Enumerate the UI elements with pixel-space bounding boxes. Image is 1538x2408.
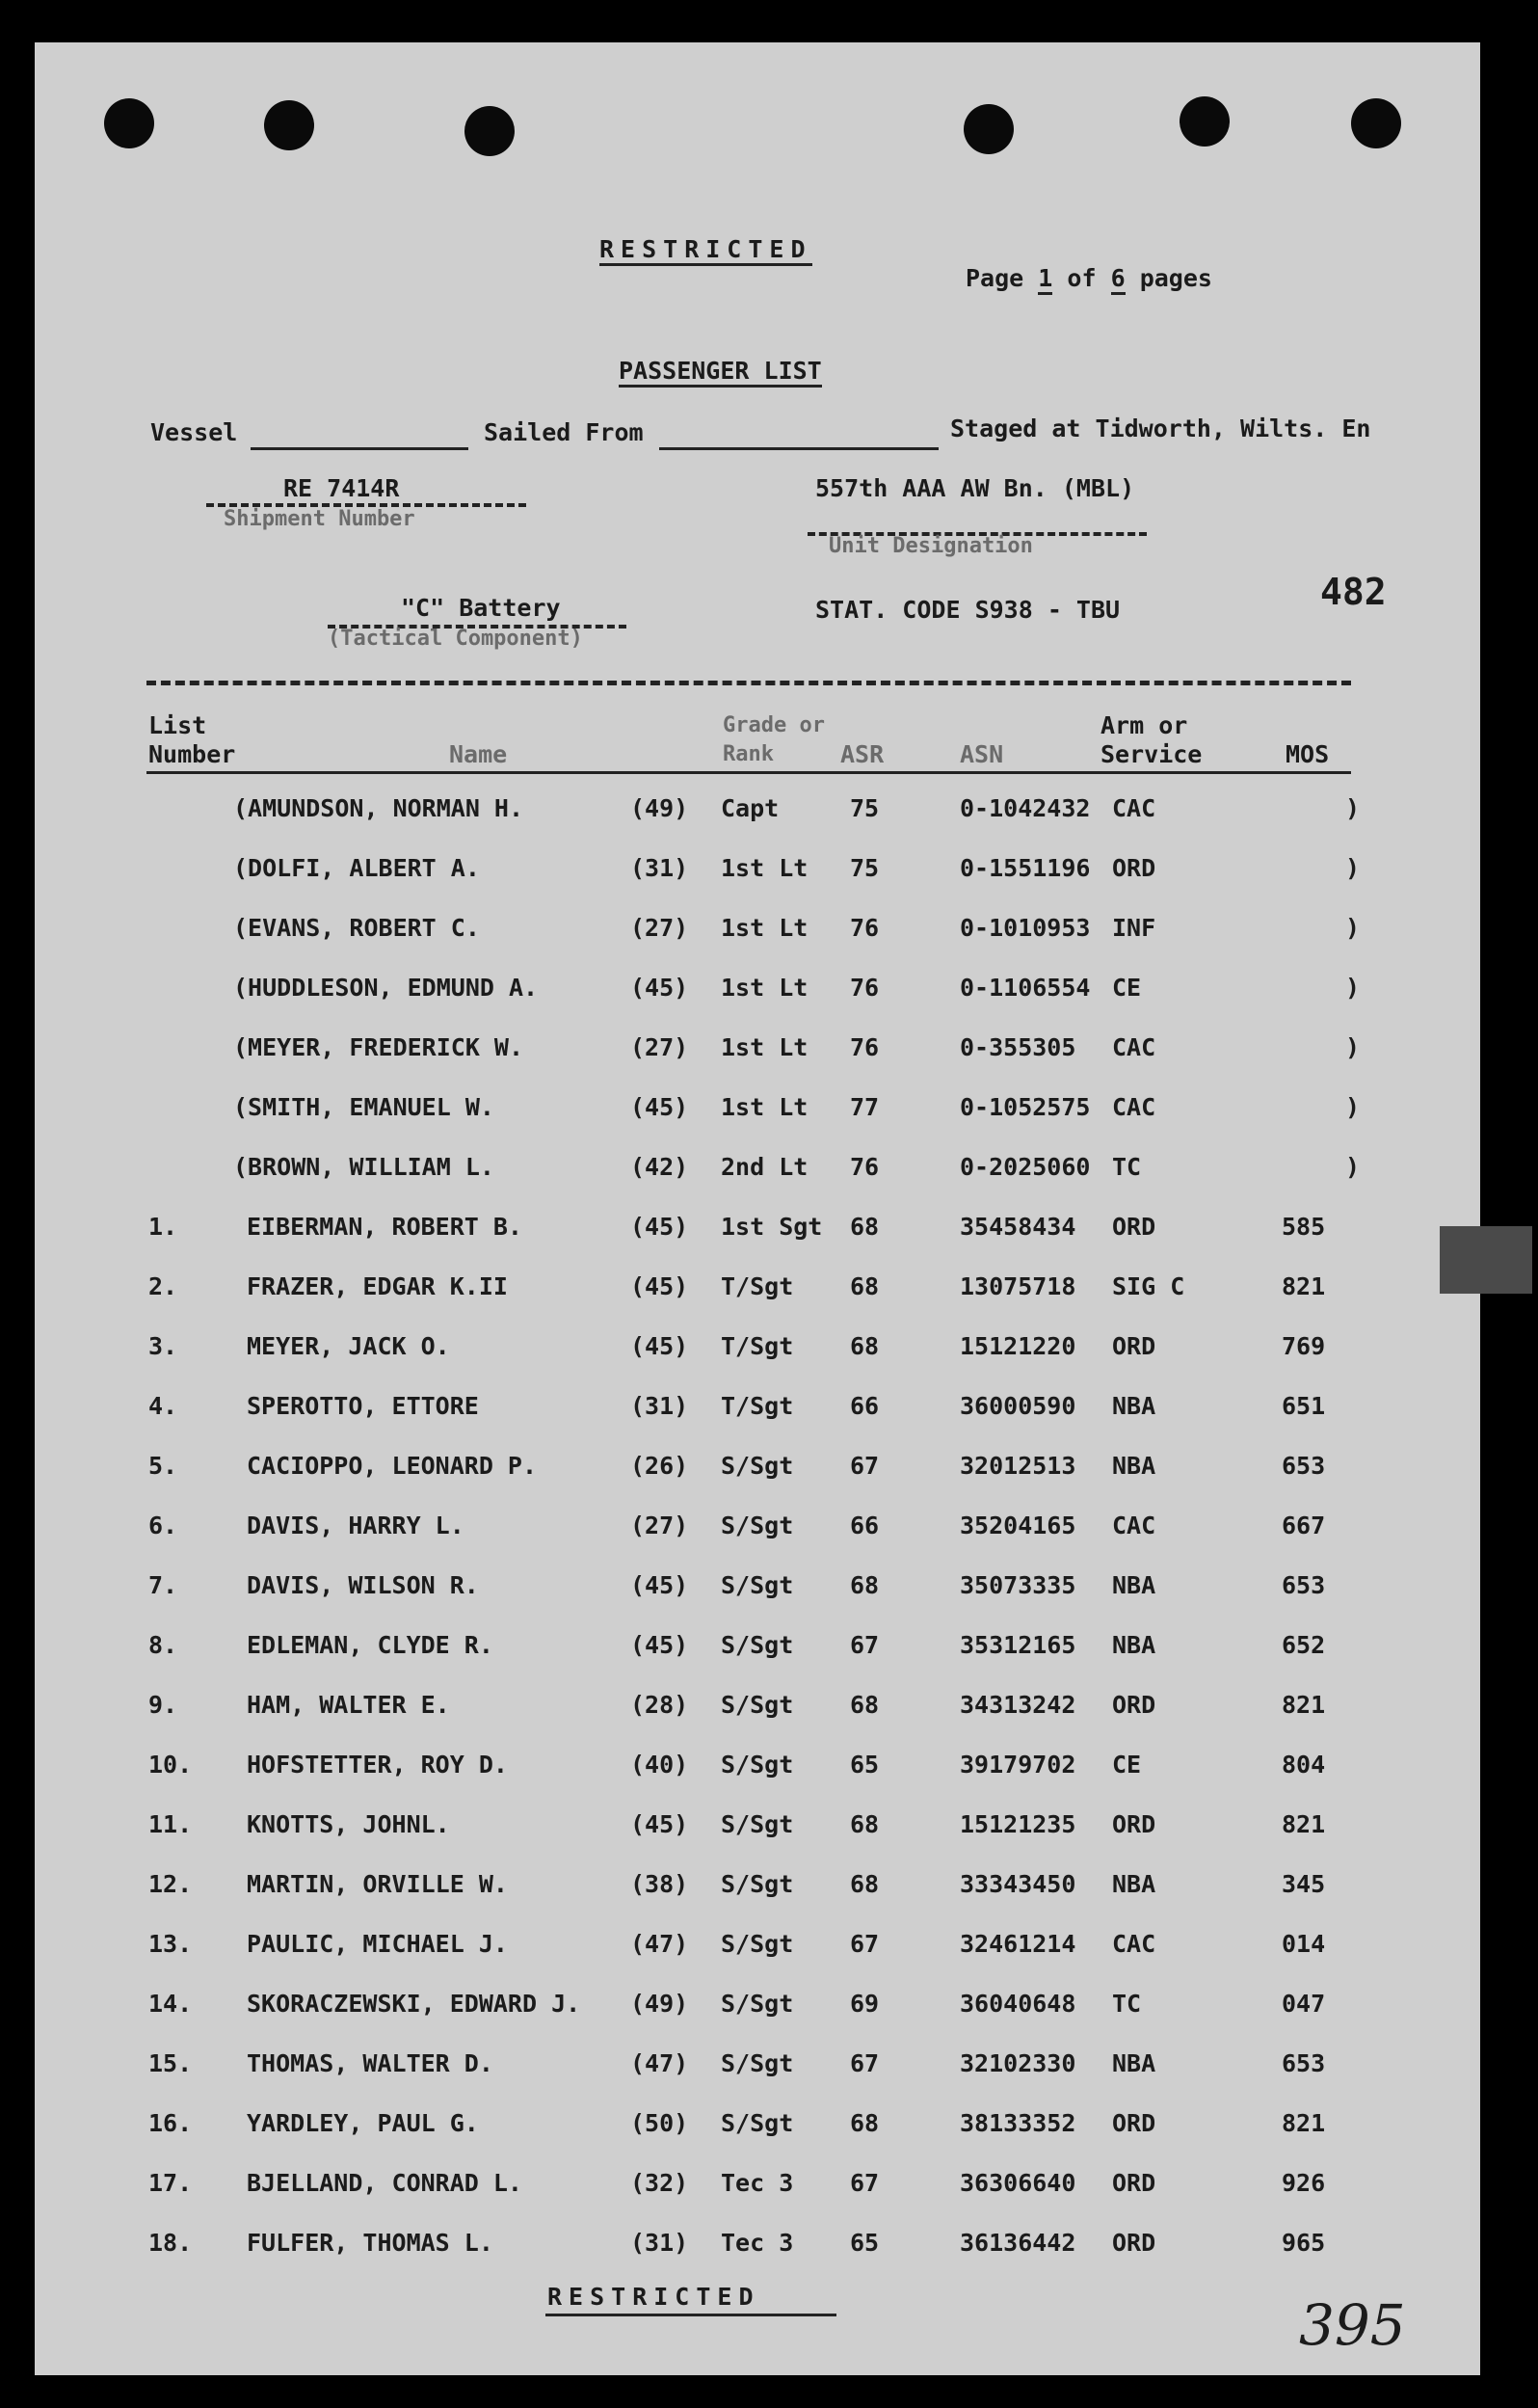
- row-list-number: 3.: [148, 1332, 178, 1360]
- row-grade: S/Sgt: [721, 2109, 794, 2137]
- row-arm: CE: [1112, 1751, 1142, 1779]
- row-asn: 0-2025060: [960, 1153, 1091, 1181]
- row-asn: 35204165: [960, 1512, 1076, 1539]
- row-grade: S/Sgt: [721, 2049, 794, 2077]
- row-asn: 0-1052575: [960, 1093, 1091, 1121]
- row-asn: 0-1106554: [960, 974, 1091, 1002]
- row-name: SPEROTTO, ETTORE: [247, 1392, 479, 1420]
- row-asn: 13075718: [960, 1272, 1076, 1300]
- row-age: (38): [630, 1870, 689, 1898]
- punch-hole: [104, 98, 154, 148]
- row-asr: 68: [850, 1810, 880, 1838]
- punch-hole: [264, 100, 314, 150]
- row-grade: 1st Lt: [721, 1033, 809, 1061]
- row-grade: S/Sgt: [721, 1930, 794, 1958]
- col-grade: Grade or Rank: [723, 713, 825, 766]
- row-list-number: 18.: [148, 2229, 193, 2257]
- row-age: (45): [630, 974, 689, 1002]
- row-age: (45): [630, 1213, 689, 1241]
- row-mos: 821: [1282, 1691, 1326, 1719]
- row-arm: NBA: [1112, 1452, 1156, 1480]
- row-mos: 652: [1282, 1631, 1326, 1659]
- row-name: EIBERMAN, ROBERT B.: [247, 1213, 522, 1241]
- row-asr: 67: [850, 1631, 880, 1659]
- row-list-number: 12.: [148, 1870, 193, 1898]
- row-arm: NBA: [1112, 1571, 1156, 1599]
- row-name: (MEYER, FREDERICK W.: [233, 1033, 524, 1061]
- row-asn: 0-1010953: [960, 914, 1091, 942]
- row-list-number: 14.: [148, 1990, 193, 2018]
- restricted-header: RESTRICTED: [599, 235, 812, 266]
- row-arm: ORD: [1112, 2109, 1156, 2137]
- column-rule: [146, 771, 1351, 774]
- row-age: (28): [630, 1691, 689, 1719]
- row-list-number: 8.: [148, 1631, 178, 1659]
- row-asr: 68: [850, 1691, 880, 1719]
- row-asr: 68: [850, 1870, 880, 1898]
- row-asr: 65: [850, 2229, 880, 2257]
- row-asn: 0-355305: [960, 1033, 1076, 1061]
- row-age: (32): [630, 2169, 689, 2197]
- row-asr: 68: [850, 2109, 880, 2137]
- row-mos: 821: [1282, 1810, 1326, 1838]
- row-grade: 1st Sgt: [721, 1213, 823, 1241]
- row-asr: 76: [850, 914, 880, 942]
- row-arm: CAC: [1112, 1512, 1156, 1539]
- row-asr: 68: [850, 1332, 880, 1360]
- document-page: [35, 42, 1480, 2375]
- row-age: (45): [630, 1810, 689, 1838]
- stat-code: STAT. CODE S938 - TBU: [815, 596, 1121, 624]
- row-asn: 35312165: [960, 1631, 1076, 1659]
- row-age: (42): [630, 1153, 689, 1181]
- row-asn: 0-1551196: [960, 854, 1091, 882]
- row-mos: ): [1345, 1093, 1361, 1121]
- row-name: PAULIC, MICHAEL J.: [247, 1930, 508, 1958]
- row-mos: 651: [1282, 1392, 1326, 1420]
- col-asr: ASR: [840, 740, 885, 768]
- row-asn: 39179702: [960, 1751, 1076, 1779]
- row-grade: T/Sgt: [721, 1272, 794, 1300]
- row-mos: ): [1345, 914, 1361, 942]
- row-name: (BROWN, WILLIAM L.: [233, 1153, 494, 1181]
- row-mos: 653: [1282, 1452, 1326, 1480]
- row-asr: 67: [850, 2049, 880, 2077]
- row-arm: ORD: [1112, 1691, 1156, 1719]
- row-arm: CAC: [1112, 794, 1156, 822]
- row-grade: 1st Lt: [721, 1093, 809, 1121]
- row-asr: 67: [850, 1930, 880, 1958]
- punch-hole: [1351, 98, 1401, 148]
- row-list-number: 11.: [148, 1810, 193, 1838]
- row-grade: S/Sgt: [721, 1512, 794, 1539]
- restricted-footer: RESTRICTED: [547, 2283, 760, 2311]
- row-list-number: 4.: [148, 1392, 178, 1420]
- row-arm: CE: [1112, 974, 1142, 1002]
- row-asn: 36040648: [960, 1990, 1076, 2018]
- row-asr: 66: [850, 1392, 880, 1420]
- col-name: Name: [449, 740, 508, 768]
- row-asr: 67: [850, 1452, 880, 1480]
- punch-hole: [1180, 96, 1230, 147]
- row-name: DAVIS, HARRY L.: [247, 1512, 464, 1539]
- row-name: BJELLAND, CONRAD L.: [247, 2169, 522, 2197]
- col-arm: Arm or Service: [1100, 711, 1203, 768]
- punch-hole: [964, 104, 1014, 154]
- index-tab: [1440, 1226, 1532, 1294]
- unit-designation: 557th AAA AW Bn. (MBL): [815, 474, 1135, 502]
- row-arm: TC: [1112, 1990, 1142, 2018]
- row-asn: 15121220: [960, 1332, 1076, 1360]
- row-name: CACIOPPO, LEONARD P.: [247, 1452, 538, 1480]
- row-asr: 77: [850, 1093, 880, 1121]
- row-name: HAM, WALTER E.: [247, 1691, 450, 1719]
- row-mos: 047: [1282, 1990, 1326, 2018]
- row-arm: ORD: [1112, 2169, 1156, 2197]
- row-asn: 32102330: [960, 2049, 1076, 2077]
- row-asn: 36136442: [960, 2229, 1076, 2257]
- row-grade: 1st Lt: [721, 974, 809, 1002]
- col-list-number: List Number: [148, 711, 236, 768]
- row-mos: 585: [1282, 1213, 1326, 1241]
- row-name: HOFSTETTER, ROY D.: [247, 1751, 508, 1779]
- vessel-blank: [251, 447, 468, 450]
- row-asn: 32012513: [960, 1452, 1076, 1480]
- row-arm: ORD: [1112, 854, 1156, 882]
- row-name: (DOLFI, ALBERT A.: [233, 854, 480, 882]
- row-arm: NBA: [1112, 1870, 1156, 1898]
- row-asr: 68: [850, 1213, 880, 1241]
- row-arm: CAC: [1112, 1930, 1156, 1958]
- row-list-number: 15.: [148, 2049, 193, 2077]
- row-mos: 653: [1282, 2049, 1326, 2077]
- row-age: (45): [630, 1093, 689, 1121]
- row-mos: ): [1345, 1033, 1361, 1061]
- shipment-caption: Shipment Number: [224, 507, 415, 531]
- row-name: MEYER, JACK O.: [247, 1332, 450, 1360]
- row-grade: Tec 3: [721, 2229, 794, 2257]
- row-list-number: 16.: [148, 2109, 193, 2137]
- row-asn: 38133352: [960, 2109, 1076, 2137]
- row-mos: 769: [1282, 1332, 1326, 1360]
- row-mos: 014: [1282, 1930, 1326, 1958]
- row-age: (31): [630, 2229, 689, 2257]
- row-mos: 653: [1282, 1571, 1326, 1599]
- punch-hole: [464, 106, 515, 156]
- row-age: (27): [630, 1512, 689, 1539]
- row-mos: ): [1345, 854, 1361, 882]
- row-mos: 965: [1282, 2229, 1326, 2257]
- row-grade: 1st Lt: [721, 854, 809, 882]
- row-mos: ): [1345, 794, 1361, 822]
- col-asn: ASN: [960, 740, 1004, 768]
- row-age: (50): [630, 2109, 689, 2137]
- row-asn: 35073335: [960, 1571, 1076, 1599]
- unit-caption: Unit Designation: [829, 534, 1033, 558]
- row-grade: 1st Lt: [721, 914, 809, 942]
- row-mos: 926: [1282, 2169, 1326, 2197]
- row-grade: 2nd Lt: [721, 1153, 809, 1181]
- row-asn: 15121235: [960, 1810, 1076, 1838]
- row-asn: 33343450: [960, 1870, 1076, 1898]
- row-asn: 35458434: [960, 1213, 1076, 1241]
- row-name: DAVIS, WILSON R.: [247, 1571, 479, 1599]
- row-name: FRAZER, EDGAR K.II: [247, 1272, 508, 1300]
- row-list-number: 13.: [148, 1930, 193, 1958]
- row-arm: NBA: [1112, 1631, 1156, 1659]
- row-arm: CAC: [1112, 1093, 1156, 1121]
- row-asr: 69: [850, 1990, 880, 2018]
- row-name: EDLEMAN, CLYDE R.: [247, 1631, 493, 1659]
- document-number: 482: [1320, 571, 1387, 613]
- row-age: (45): [630, 1272, 689, 1300]
- battery-caption: (Tactical Component): [328, 627, 583, 651]
- row-arm: ORD: [1112, 1332, 1156, 1360]
- restricted-footer-underline: [545, 2314, 836, 2316]
- row-asr: 67: [850, 2169, 880, 2197]
- row-list-number: 7.: [148, 1571, 178, 1599]
- row-list-number: 17.: [148, 2169, 193, 2197]
- row-name: SKORACZEWSKI, EDWARD J.: [247, 1990, 581, 2018]
- row-age: (40): [630, 1751, 689, 1779]
- page-indicator: Page 1 of 6 pages: [966, 264, 1212, 292]
- row-grade: S/Sgt: [721, 1870, 794, 1898]
- row-age: (45): [630, 1332, 689, 1360]
- row-asr: 68: [850, 1571, 880, 1599]
- row-name: (SMITH, EMANUEL W.: [233, 1093, 494, 1121]
- shipment-number: RE 7414R: [283, 474, 400, 502]
- row-grade: S/Sgt: [721, 1691, 794, 1719]
- row-grade: Tec 3: [721, 2169, 794, 2197]
- row-mos: 804: [1282, 1751, 1326, 1779]
- battery-name: "C" Battery: [401, 594, 561, 622]
- row-asr: 65: [850, 1751, 880, 1779]
- row-asr: 66: [850, 1512, 880, 1539]
- row-asn: 36000590: [960, 1392, 1076, 1420]
- row-age: (26): [630, 1452, 689, 1480]
- row-arm: ORD: [1112, 1213, 1156, 1241]
- row-age: (49): [630, 794, 689, 822]
- row-mos: 345: [1282, 1870, 1326, 1898]
- row-age: (45): [630, 1631, 689, 1659]
- row-age: (49): [630, 1990, 689, 2018]
- row-asr: 75: [850, 794, 880, 822]
- row-asr: 76: [850, 974, 880, 1002]
- row-grade: S/Sgt: [721, 1452, 794, 1480]
- row-name: (EVANS, ROBERT C.: [233, 914, 480, 942]
- row-arm: NBA: [1112, 1392, 1156, 1420]
- row-list-number: 2.: [148, 1272, 178, 1300]
- row-asr: 75: [850, 854, 880, 882]
- row-list-number: 5.: [148, 1452, 178, 1480]
- row-asn: 32461214: [960, 1930, 1076, 1958]
- row-arm: ORD: [1112, 2229, 1156, 2257]
- row-list-number: 6.: [148, 1512, 178, 1539]
- row-name: THOMAS, WALTER D.: [247, 2049, 493, 2077]
- row-grade: S/Sgt: [721, 1751, 794, 1779]
- sailed-from-blank: [659, 447, 939, 450]
- row-asn: 34313242: [960, 1691, 1076, 1719]
- row-asr: 76: [850, 1153, 880, 1181]
- row-name: KNOTTS, JOHNL.: [247, 1810, 450, 1838]
- row-grade: S/Sgt: [721, 1810, 794, 1838]
- row-list-number: 9.: [148, 1691, 178, 1719]
- row-mos: 667: [1282, 1512, 1326, 1539]
- row-arm: TC: [1112, 1153, 1142, 1181]
- row-age: (31): [630, 1392, 689, 1420]
- row-asr: 76: [850, 1033, 880, 1061]
- row-age: (27): [630, 914, 689, 942]
- row-arm: NBA: [1112, 2049, 1156, 2077]
- row-name: FULFER, THOMAS L.: [247, 2229, 493, 2257]
- row-asr: 68: [850, 1272, 880, 1300]
- document-title: PASSENGER LIST: [619, 357, 822, 388]
- row-arm: SIG C: [1112, 1272, 1185, 1300]
- row-age: (47): [630, 2049, 689, 2077]
- row-name: MARTIN, ORVILLE W.: [247, 1870, 508, 1898]
- row-mos: ): [1345, 1153, 1361, 1181]
- row-grade: S/Sgt: [721, 1631, 794, 1659]
- vessel-label: Vessel: [150, 418, 238, 446]
- row-asn: 0-1042432: [960, 794, 1091, 822]
- row-asn: 36306640: [960, 2169, 1076, 2197]
- col-mos: MOS: [1286, 740, 1330, 768]
- row-mos: 821: [1282, 1272, 1326, 1300]
- row-age: (47): [630, 1930, 689, 1958]
- row-grade: T/Sgt: [721, 1392, 794, 1420]
- row-grade: S/Sgt: [721, 1571, 794, 1599]
- row-arm: INF: [1112, 914, 1156, 942]
- header-rule: [146, 681, 1351, 685]
- row-grade: S/Sgt: [721, 1990, 794, 2018]
- row-age: (45): [630, 1571, 689, 1599]
- staged-location: Staged at Tidworth, Wilts. En: [950, 415, 1371, 442]
- row-name: (HUDDLESON, EDMUND A.: [233, 974, 539, 1002]
- row-name: (AMUNDSON, NORMAN H.: [233, 794, 524, 822]
- handwritten-page-number: 395: [1299, 2292, 1406, 2358]
- row-arm: ORD: [1112, 1810, 1156, 1838]
- row-grade: Capt: [721, 794, 780, 822]
- row-arm: CAC: [1112, 1033, 1156, 1061]
- row-mos: 821: [1282, 2109, 1326, 2137]
- row-grade: T/Sgt: [721, 1332, 794, 1360]
- row-mos: ): [1345, 974, 1361, 1002]
- row-list-number: 1.: [148, 1213, 178, 1241]
- row-age: (27): [630, 1033, 689, 1061]
- row-list-number: 10.: [148, 1751, 193, 1779]
- row-name: YARDLEY, PAUL G.: [247, 2109, 479, 2137]
- sailed-from-label: Sailed From: [484, 418, 644, 446]
- row-age: (31): [630, 854, 689, 882]
